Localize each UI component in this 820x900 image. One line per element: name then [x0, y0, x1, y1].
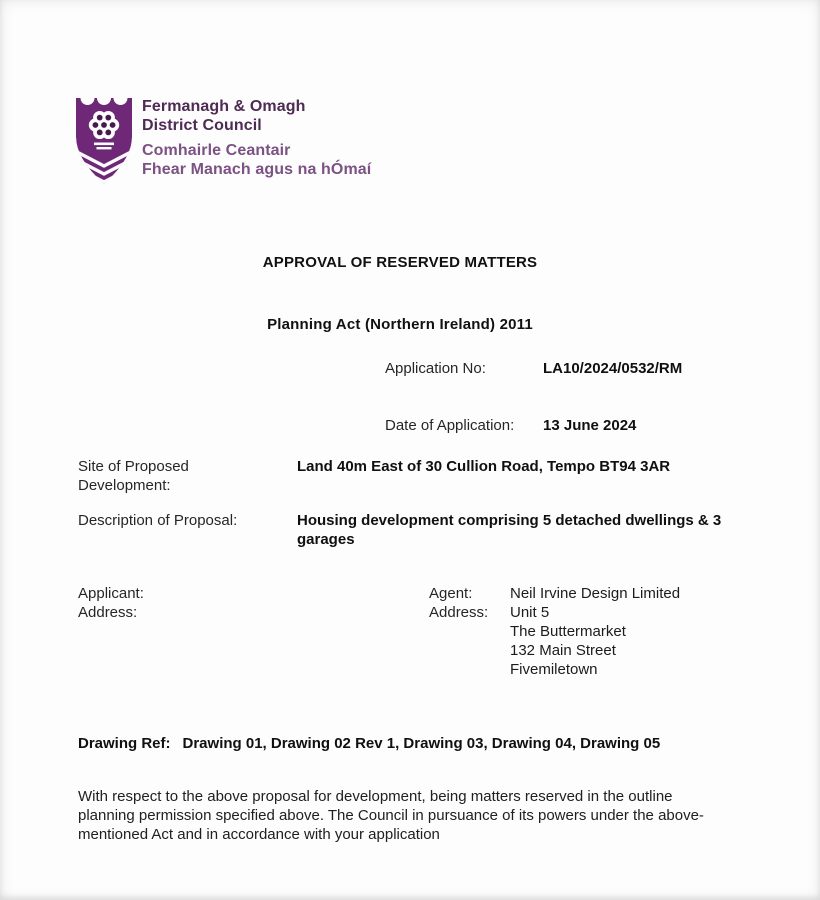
- agent-address-line: 132 Main Street: [510, 642, 616, 659]
- applicant-address-label: Address:: [78, 604, 138, 621]
- agent-label: Agent:: [429, 585, 473, 602]
- agent-address-line: The Buttermarket: [510, 623, 626, 640]
- description-value: Housing development comprising 5 detached dwellings & 3 garages: [297, 512, 722, 548]
- application-no-value: LA10/2024/0532/RM: [543, 360, 683, 377]
- council-irish-name-line1: Comhairle Ceantair: [142, 142, 291, 159]
- agent-address-line: Fivemiletown: [510, 661, 598, 678]
- date-of-application-label: Date of Application:: [385, 417, 515, 434]
- council-crest-icon: [75, 93, 133, 185]
- agent-details: [510, 584, 680, 679]
- site-value: Land 40m East of 30 Cullion Road, Tempo BT94 3AR: [297, 458, 671, 475]
- drawing-ref-label: Drawing Ref:: [78, 735, 171, 752]
- drawing-ref-value: Drawing 01, Drawing 02 Rev 1, Drawing 03, Drawing 04, Drawing 05: [182, 735, 661, 752]
- council-logo: [75, 93, 371, 185]
- council-name-line1: Fermanagh & Omagh: [142, 98, 306, 115]
- agent-address-line: Unit 5: [510, 604, 550, 621]
- document-title: APPROVAL OF RESERVED MATTERS: [262, 254, 538, 271]
- site-label: Site of Proposed Development:: [78, 458, 189, 494]
- applicant-label: Applicant:: [78, 585, 144, 602]
- agent-name: Neil Irvine Design Limited: [510, 585, 681, 602]
- agent-address-label: Address:: [429, 604, 489, 621]
- council-irish-name-line2: Fhear Manach agus na hÓmaí: [142, 161, 372, 178]
- document-subtitle: Planning Act (Northern Ireland) 2011: [267, 316, 533, 333]
- applicant-block: [78, 584, 144, 622]
- agent-labels: [429, 584, 488, 622]
- application-no-label: Application No:: [385, 360, 486, 377]
- date-of-application-value: 13 June 2024: [543, 417, 637, 434]
- description-label: Description of Proposal:: [78, 512, 238, 529]
- closing-paragraph: With respect to the above proposal for development, being matters reserved in the outline planning permission specified above. The Council in pursuance of its powers under the above-mentioned Act and in accordance with your application: [78, 788, 704, 843]
- council-name-line2: District Council: [142, 117, 262, 134]
- drawing-ref-line: [78, 734, 660, 753]
